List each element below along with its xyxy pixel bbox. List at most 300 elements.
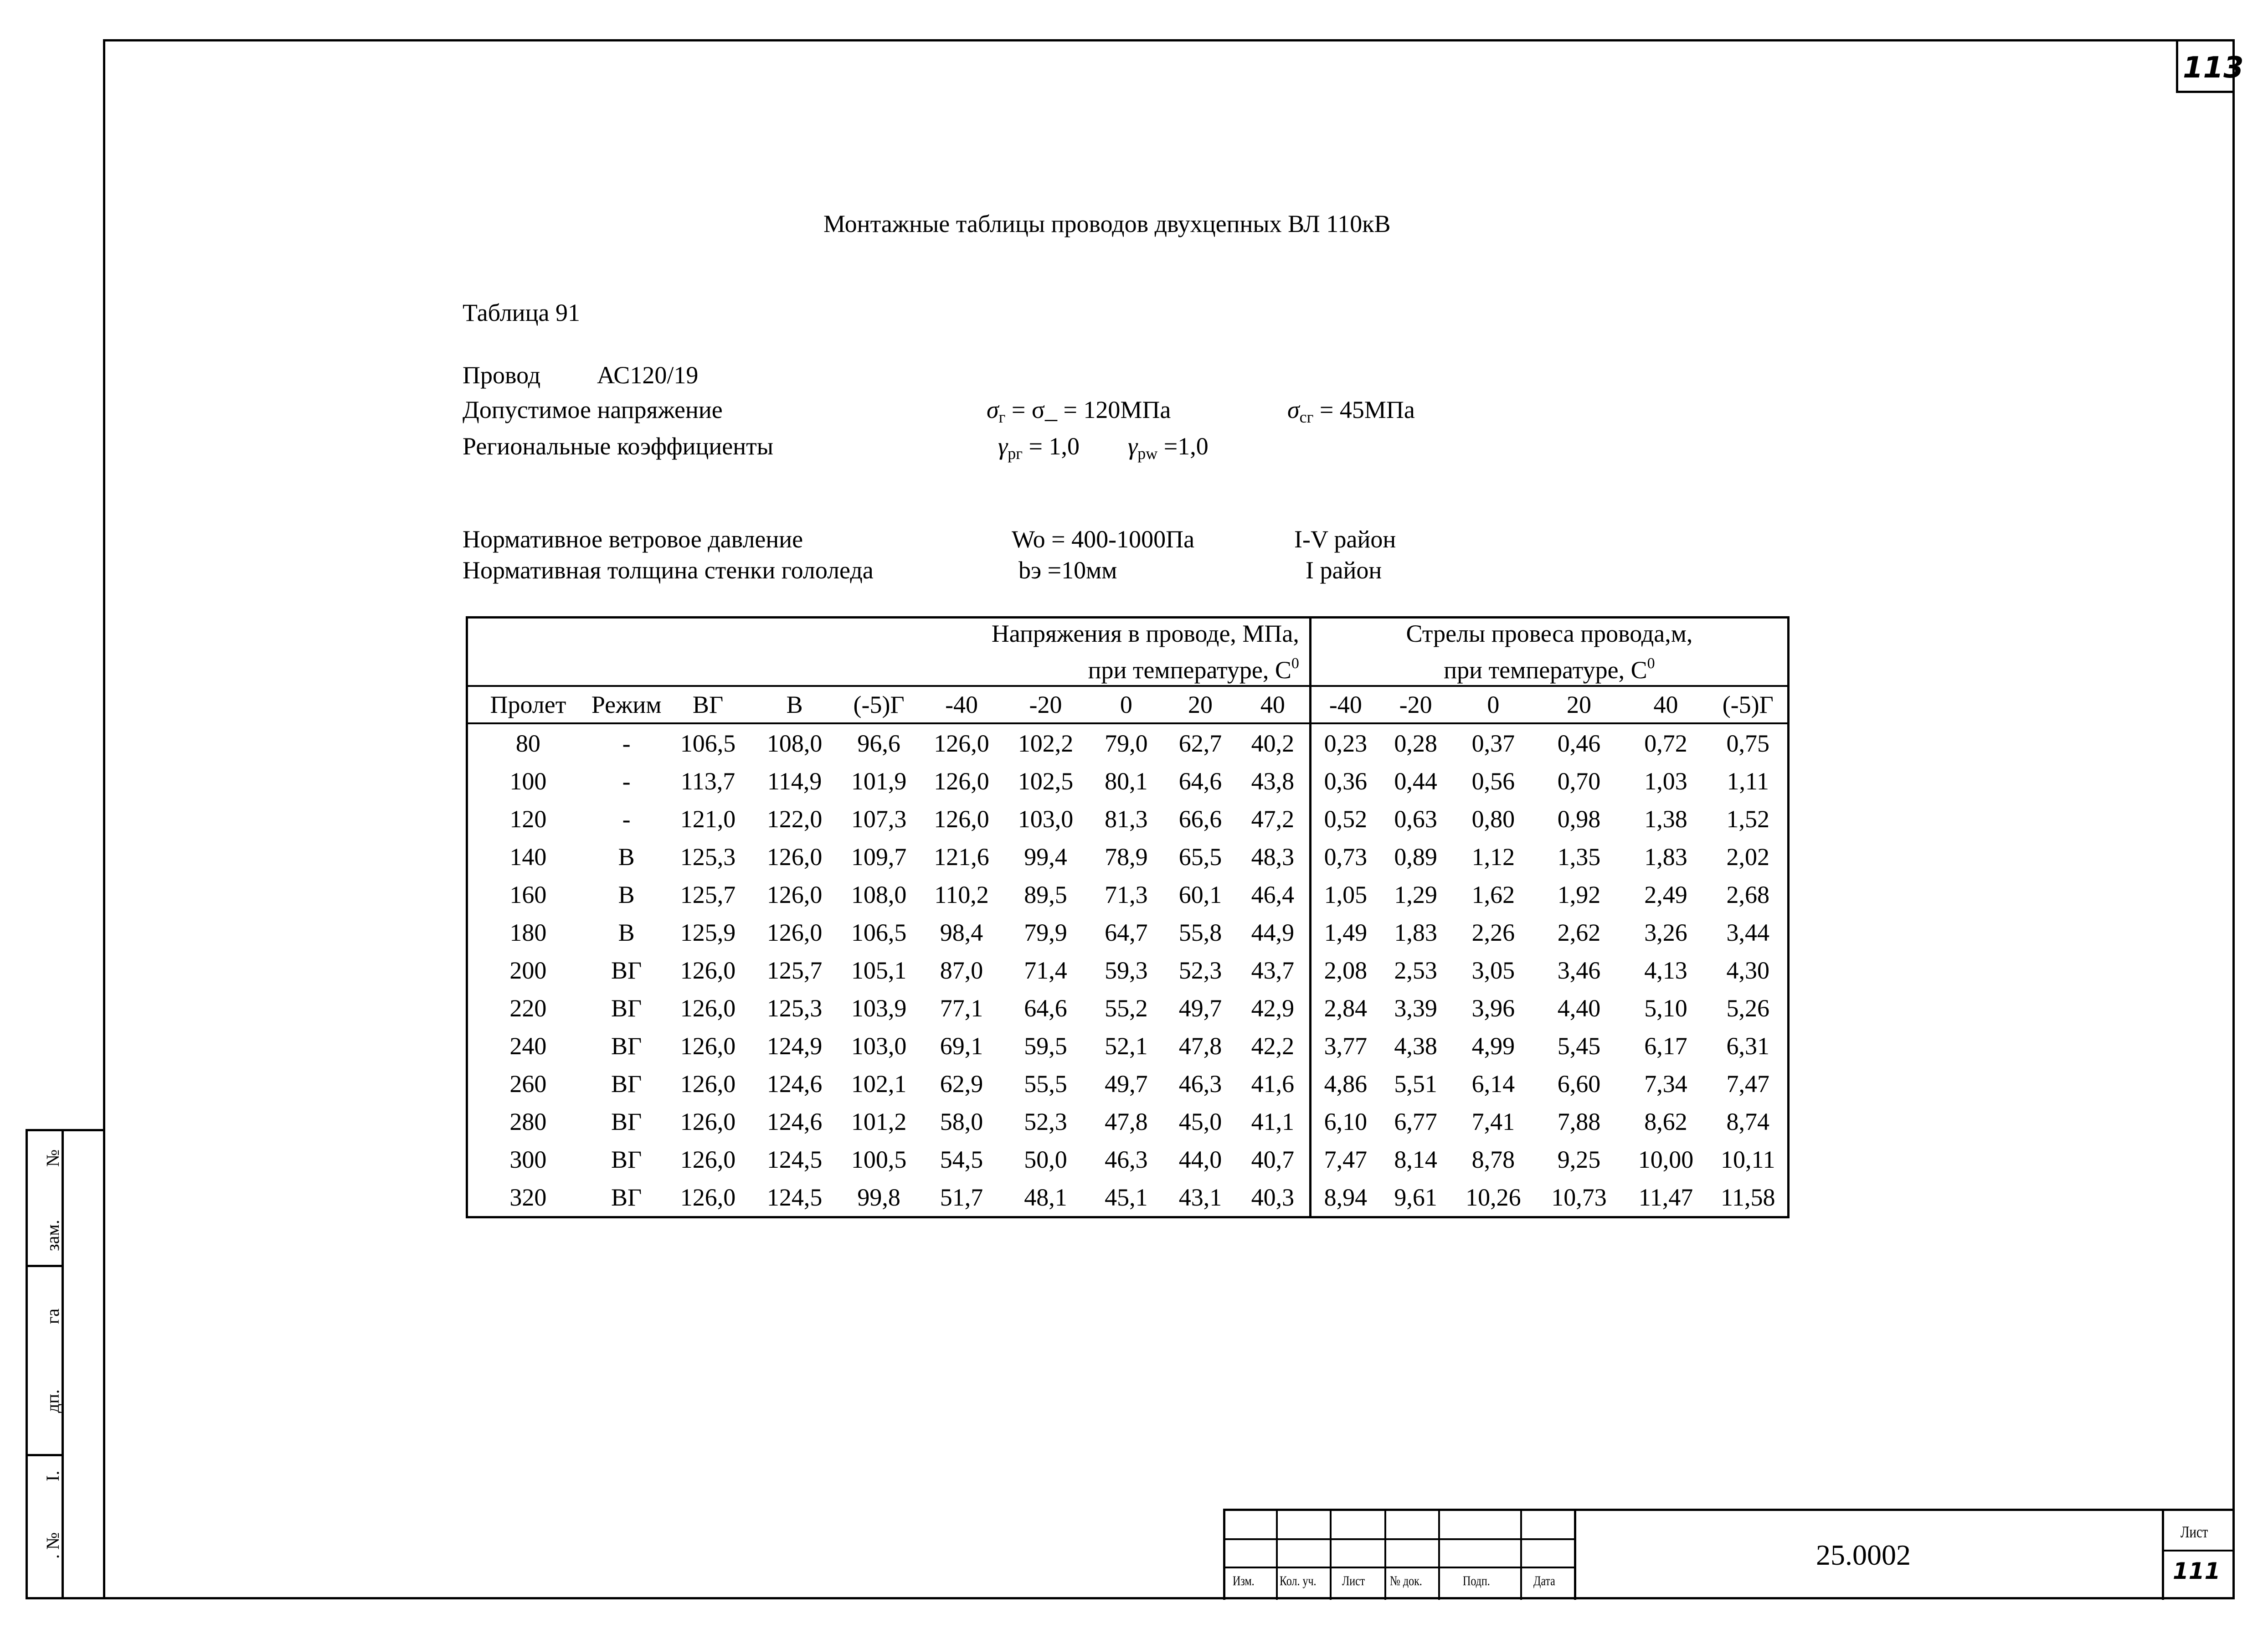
table-cell: 8,78 <box>1471 1145 1515 1173</box>
table-row <box>467 989 1789 1027</box>
table-cell: 50,0 <box>1024 1145 1067 1173</box>
table-cell: 4,30 <box>1726 956 1770 984</box>
wire-label: Провод <box>463 361 541 389</box>
table-cell: 0,28 <box>1394 729 1437 757</box>
gamma-pw-value: =1,0 <box>1163 433 1209 460</box>
column-header: Режим <box>588 686 665 723</box>
table-cell: 6,60 <box>1557 1070 1601 1098</box>
column-header: -20 <box>1380 686 1452 723</box>
table-cell: 3,77 <box>1324 1032 1368 1060</box>
table-cell: 126,0 <box>766 918 823 946</box>
table-row <box>467 913 1789 951</box>
table-cell: 4,99 <box>1471 1032 1515 1060</box>
table-cell: 125,3 <box>766 994 823 1022</box>
table-cell: 2,08 <box>1324 956 1368 984</box>
table-cell: 4,86 <box>1324 1070 1368 1098</box>
table-cell: 101,2 <box>851 1108 907 1135</box>
table-cell: 66,6 <box>1178 805 1222 833</box>
table-cell: 126,0 <box>934 805 989 833</box>
table-cell: 121,6 <box>934 843 989 871</box>
table-cell: 42,9 <box>1236 989 1311 1027</box>
table-cell: 0,89 <box>1394 843 1437 871</box>
table-cell: 8,74 <box>1726 1108 1770 1135</box>
table-cell: 49,7 <box>1178 994 1222 1022</box>
table-cell: 240 <box>509 1032 547 1060</box>
table-cell: 0,73 <box>1324 843 1368 871</box>
table-cell: 106,5 <box>680 729 736 757</box>
table-cell: 3,05 <box>1471 956 1515 984</box>
table-row <box>467 1140 1789 1178</box>
table-cell: 160 <box>509 881 547 908</box>
table-cell: 60,1 <box>1178 881 1222 908</box>
degree-superscript: 0 <box>1291 655 1299 672</box>
table-cell: 43,7 <box>1236 951 1311 989</box>
table-cell: 125,7 <box>766 956 823 984</box>
sheet-box-bottom-border <box>2176 91 2235 93</box>
table-cell: 106,5 <box>851 918 907 946</box>
wind-region: I-V район <box>1294 526 1396 553</box>
table-cell: 260 <box>509 1070 547 1098</box>
table-cell: 0,36 <box>1324 767 1368 795</box>
table-cell: 1,92 <box>1557 881 1601 908</box>
table-cell: 41,1 <box>1236 1103 1311 1140</box>
table-cell: 9,25 <box>1557 1145 1601 1173</box>
table-cell: 10,00 <box>1638 1145 1694 1173</box>
column-header: Пролет <box>467 686 588 723</box>
table-cell: 125,7 <box>680 881 736 908</box>
column-header: -40 <box>1310 686 1379 723</box>
table-cell: 125,9 <box>680 918 736 946</box>
stamp-left-border <box>1223 1509 1225 1600</box>
table-cell: 65,5 <box>1178 843 1222 871</box>
table-cell: 64,6 <box>1178 767 1222 795</box>
table-cell: 0,52 <box>1324 805 1368 833</box>
sigma-cg-symbol: σ <box>1287 396 1300 423</box>
table-cell: 7,34 <box>1644 1070 1687 1098</box>
table-number: Таблица 91 <box>463 299 580 326</box>
column-header: ВГ <box>665 686 751 723</box>
table-cell: 7,47 <box>1324 1145 1368 1173</box>
table-cell: ВГ <box>611 994 642 1022</box>
table-cell: - <box>622 767 631 795</box>
table-cell: 2,26 <box>1471 918 1515 946</box>
degree-superscript: 0 <box>1647 655 1655 672</box>
table-cell: 3,26 <box>1644 918 1687 946</box>
table-cell: 10,26 <box>1466 1183 1521 1211</box>
stamp-col-2 <box>1330 1509 1332 1600</box>
ice-region: I район <box>1306 557 1382 584</box>
strip-text-3: га <box>42 1308 63 1324</box>
stamp-col-5 <box>1520 1509 1522 1600</box>
table-cell: 55,5 <box>1024 1070 1067 1098</box>
table-cell: 87,0 <box>940 956 983 984</box>
table-cell: 52,3 <box>1178 956 1222 984</box>
table-cell: 103,0 <box>851 1032 907 1060</box>
table-cell: ВГ <box>611 1108 642 1135</box>
table-cell: 2,49 <box>1644 881 1687 908</box>
table-cell: 124,5 <box>766 1145 823 1173</box>
table-cell: 99,4 <box>1024 843 1067 871</box>
table-cell: 0,75 <box>1726 729 1770 757</box>
table-cell: 0,63 <box>1394 805 1437 833</box>
table-cell: 126,0 <box>680 956 736 984</box>
table-cell: 46,3 <box>1178 1070 1222 1098</box>
table-cell: 109,7 <box>851 843 907 871</box>
table-cell: 42,2 <box>1236 1027 1311 1065</box>
table-cell: 7,41 <box>1471 1108 1515 1135</box>
table-cell: 126,0 <box>680 1145 736 1173</box>
table-row <box>467 951 1789 989</box>
sigma-cg-value: = 45МПа <box>1319 396 1415 423</box>
table-cell: 0,23 <box>1324 729 1368 757</box>
table-row <box>467 1103 1789 1140</box>
table-cell: ВГ <box>611 1032 642 1060</box>
stamp-sheet-divider <box>2162 1550 2235 1552</box>
table-cell: 105,1 <box>851 956 907 984</box>
table-cell: 2,53 <box>1394 956 1437 984</box>
stress-group-header <box>467 618 1311 686</box>
table-cell: 44,0 <box>1178 1145 1222 1173</box>
table-cell: - <box>622 805 631 833</box>
stamp-sheet-value: 111 <box>2173 1558 2221 1584</box>
table-cell: 2,02 <box>1726 843 1770 871</box>
stamp-label-kol: Кол. уч. <box>1280 1573 1317 1588</box>
gamma-pg-value: = 1,0 <box>1029 433 1080 460</box>
table-cell: 96,6 <box>857 729 900 757</box>
column-header: -40 <box>920 686 1003 723</box>
allowed-stress-label: Допустимое напряжение <box>463 396 723 423</box>
table-cell: 71,3 <box>1105 881 1148 908</box>
table-cell: 1,35 <box>1557 843 1601 871</box>
table-cell: 102,1 <box>851 1070 907 1098</box>
table-cell: 0,37 <box>1471 729 1515 757</box>
table-cell: 10,11 <box>1721 1145 1775 1173</box>
table-cell: 126,0 <box>766 843 823 871</box>
table-cell: 8,14 <box>1394 1145 1437 1173</box>
table-cell: 55,8 <box>1178 918 1222 946</box>
table-cell: 59,3 <box>1105 956 1148 984</box>
table-row <box>467 1027 1789 1065</box>
table-cell: 79,9 <box>1024 918 1067 946</box>
table-cell: 1,83 <box>1644 843 1687 871</box>
table-row <box>467 838 1789 876</box>
stamp-col-4 <box>1438 1509 1440 1600</box>
table-cell: 1,11 <box>1727 767 1769 795</box>
table-cell: 3,46 <box>1557 956 1601 984</box>
table-cell: 0,70 <box>1557 767 1601 795</box>
table-cell: 110,2 <box>934 881 989 908</box>
table-row <box>467 1178 1789 1217</box>
gamma-symbol: γ <box>1128 433 1138 460</box>
column-header: 40 <box>1236 686 1311 723</box>
table-cell: 280 <box>509 1108 547 1135</box>
table-cell: 102,2 <box>1018 729 1074 757</box>
table-cell: 4,38 <box>1394 1032 1437 1060</box>
table-cell: 51,7 <box>940 1183 983 1211</box>
column-header: 0 <box>1451 686 1535 723</box>
wind-pressure-value: Wo = 400-1000Па <box>1012 526 1195 553</box>
table-cell: 4,40 <box>1557 994 1601 1022</box>
table-cell: 108,0 <box>766 729 823 757</box>
table-cell: 103,0 <box>1018 805 1074 833</box>
gamma-symbol: γ <box>998 433 1008 460</box>
table-cell: 1,52 <box>1726 805 1770 833</box>
table-cell: 1,38 <box>1644 805 1687 833</box>
stamp-label-doc: № док. <box>1390 1573 1422 1588</box>
table-cell: 0,46 <box>1557 729 1601 757</box>
table-cell: 126,0 <box>934 767 989 795</box>
table-cell: 126,0 <box>680 1108 736 1135</box>
stamp-label-data: Дата <box>1533 1573 1555 1588</box>
stamp-label-list: Лист <box>1342 1573 1365 1588</box>
strip-text-4: дп. <box>42 1389 63 1413</box>
installation-table <box>466 616 1790 1218</box>
column-header: 40 <box>1623 686 1709 723</box>
stamp-sheet-col <box>2162 1509 2164 1600</box>
table-cell: 126,0 <box>680 1070 736 1098</box>
table-cell: 40,2 <box>1236 723 1311 762</box>
stamp-col-6 <box>1574 1509 1576 1600</box>
table-cell: 6,10 <box>1324 1108 1368 1135</box>
gamma-pg-formula <box>998 432 1080 463</box>
table-cell: 64,7 <box>1105 918 1148 946</box>
table-cell: 48,1 <box>1024 1183 1067 1211</box>
table-cell: 101,9 <box>851 767 907 795</box>
table-cell: 99,8 <box>857 1183 900 1211</box>
stamp-top-border <box>1223 1509 2235 1511</box>
stamp-col-1 <box>1276 1509 1278 1600</box>
strip-divider-1 <box>26 1265 64 1267</box>
column-header: (-5)Г <box>1709 686 1789 723</box>
table-cell: 220 <box>509 994 547 1022</box>
table-cell: 52,1 <box>1105 1032 1148 1060</box>
strip-left-border <box>26 1129 28 1599</box>
table-cell: 4,13 <box>1644 956 1687 984</box>
table-cell: 113,7 <box>680 767 735 795</box>
table-cell: 62,7 <box>1178 729 1222 757</box>
table-cell: 5,26 <box>1726 994 1770 1022</box>
gamma-pw-formula <box>1128 432 1209 463</box>
table-cell: 122,0 <box>766 805 823 833</box>
table-cell: 2,84 <box>1324 994 1368 1022</box>
stamp-label-izm: Изм. <box>1233 1573 1255 1588</box>
table-cell: 108,0 <box>851 881 907 908</box>
table-cell: 0,80 <box>1471 805 1515 833</box>
table-cell: 47,8 <box>1105 1108 1148 1135</box>
table-row <box>467 800 1789 838</box>
table-cell: 11,47 <box>1638 1183 1693 1211</box>
table-cell: 100,5 <box>851 1145 907 1173</box>
table-row <box>467 723 1789 762</box>
table-cell: 6,31 <box>1726 1032 1770 1060</box>
table-cell: 46,3 <box>1105 1145 1148 1173</box>
table-cell: 41,6 <box>1236 1065 1311 1103</box>
table-cell: ВГ <box>611 956 642 984</box>
table-cell: 3,96 <box>1471 994 1515 1022</box>
table-group-header-row <box>467 618 1789 686</box>
table-cell: 0,72 <box>1644 729 1687 757</box>
gamma-pw-sub: pw <box>1137 444 1158 463</box>
table-cell: 126,0 <box>680 994 736 1022</box>
table-cell: 52,3 <box>1024 1108 1067 1135</box>
column-header: 0 <box>1088 686 1165 723</box>
wind-pressure-label: Нормативное ветровое давление <box>463 526 803 553</box>
table-cell: 5,45 <box>1557 1032 1601 1060</box>
table-cell: ВГ <box>611 1070 642 1098</box>
strip-top-border <box>26 1129 105 1131</box>
table-cell: 43,1 <box>1178 1183 1222 1211</box>
table-cell: 6,77 <box>1394 1108 1437 1135</box>
stress-group-line1: Напряжения в проводе, МПа, <box>991 620 1299 647</box>
table-cell: 1,05 <box>1324 881 1368 908</box>
sheet-number-handwritten: 113 <box>2183 51 2244 85</box>
table-cell: 40,3 <box>1236 1178 1311 1217</box>
sag-group-line2: при температуре, С <box>1444 656 1647 684</box>
table-cell: 80,1 <box>1105 767 1148 795</box>
table-cell: 1,12 <box>1471 843 1515 871</box>
table-cell: 47,8 <box>1178 1032 1222 1060</box>
table-cell: 44,9 <box>1236 913 1311 951</box>
table-cell: 11,58 <box>1721 1183 1775 1211</box>
sheet-box-left-border <box>2176 39 2178 93</box>
table-cell: 0,56 <box>1471 767 1515 795</box>
table-cell: 1,62 <box>1471 881 1515 908</box>
table-cell: 62,9 <box>940 1070 983 1098</box>
table-cell: 64,6 <box>1024 994 1067 1022</box>
sigma-cg-formula <box>1287 396 1415 427</box>
table-row <box>467 762 1789 800</box>
table-cell: 114,9 <box>767 767 822 795</box>
strip-text-1: № <box>42 1149 63 1167</box>
table-cell: 81,3 <box>1105 805 1148 833</box>
table-cell: 124,6 <box>766 1108 823 1135</box>
table-cell: ВГ <box>611 1145 642 1173</box>
sigma-g-sub: г <box>998 408 1006 426</box>
table-cell: 69,1 <box>940 1032 983 1060</box>
table-cell: В <box>618 918 635 946</box>
column-header: 20 <box>1164 686 1236 723</box>
table-cell: ВГ <box>611 1183 642 1211</box>
table-column-header-row <box>467 686 1789 723</box>
table-cell: 2,62 <box>1557 918 1601 946</box>
table-cell: 107,3 <box>851 805 907 833</box>
wire-value: АС120/19 <box>597 361 699 389</box>
table-cell: В <box>618 881 635 908</box>
table-cell: 1,29 <box>1394 881 1437 908</box>
table-cell: 3,39 <box>1394 994 1437 1022</box>
table-cell: 320 <box>509 1183 547 1211</box>
table-cell: 6,17 <box>1644 1032 1687 1060</box>
table-cell: 8,62 <box>1644 1108 1687 1135</box>
ice-thickness-label: Нормативная толщина стенки гололеда <box>463 557 874 584</box>
gamma-pg-sub: рг <box>1008 444 1023 463</box>
table-cell: 6,14 <box>1471 1070 1515 1098</box>
table-cell: 124,6 <box>766 1070 823 1098</box>
table-cell: 46,4 <box>1236 876 1311 913</box>
strip-mid-border <box>62 1129 64 1599</box>
table-cell: 0,98 <box>1557 805 1601 833</box>
table-cell: 98,4 <box>940 918 983 946</box>
table-cell: 47,2 <box>1236 800 1311 838</box>
table-row <box>467 1065 1789 1103</box>
table-cell: 59,5 <box>1024 1032 1067 1060</box>
sag-group-header <box>1310 618 1788 686</box>
table-row <box>467 876 1789 913</box>
table-cell: 103,9 <box>851 994 907 1022</box>
table-cell: 140 <box>509 843 547 871</box>
table-cell: 100 <box>509 767 547 795</box>
table-cell: 89,5 <box>1024 881 1067 908</box>
table-cell: 2,68 <box>1726 881 1770 908</box>
table-cell: 200 <box>509 956 547 984</box>
table-cell: 8,94 <box>1324 1183 1368 1211</box>
strip-bottom-border <box>26 1597 105 1599</box>
column-header: (-5)Г <box>838 686 920 723</box>
sigma-eq-value: = σ_ = 120МПа <box>1011 396 1171 423</box>
table-cell: 1,03 <box>1644 767 1687 795</box>
table-cell: 5,51 <box>1394 1070 1437 1098</box>
table-cell: 45,0 <box>1178 1108 1222 1135</box>
table-cell: 126,0 <box>934 729 989 757</box>
stress-group-line2: при температуре, С <box>1088 656 1291 684</box>
table-cell: 7,88 <box>1557 1108 1601 1135</box>
table-cell: 120 <box>509 805 547 833</box>
table-cell: 126,0 <box>766 881 823 908</box>
table-cell: 180 <box>509 918 547 946</box>
column-header: В <box>751 686 838 723</box>
table-cell: 126,0 <box>680 1032 736 1060</box>
table-cell: 71,4 <box>1024 956 1067 984</box>
stamp-sheet-label: Лист <box>2181 1523 2208 1541</box>
sigma-symbol: σ <box>987 396 999 423</box>
strip-text-6: . № <box>42 1532 63 1559</box>
column-header: 20 <box>1535 686 1623 723</box>
table-cell: 55,2 <box>1105 994 1148 1022</box>
sigma-cg-sub: сг <box>1299 408 1314 426</box>
table-cell: 3,44 <box>1726 918 1770 946</box>
table-cell: - <box>622 729 631 757</box>
table-cell: 9,61 <box>1394 1183 1437 1211</box>
table-cell: 126,0 <box>680 1183 736 1211</box>
stamp-label-podp: Подп. <box>1463 1573 1490 1588</box>
table-cell: 49,7 <box>1105 1070 1148 1098</box>
table-cell: 54,5 <box>940 1145 983 1173</box>
table-cell: 7,47 <box>1726 1070 1770 1098</box>
table-cell: 124,5 <box>766 1183 823 1211</box>
sigma-g-formula <box>987 396 1171 427</box>
table-cell: 102,5 <box>1018 767 1074 795</box>
sag-group-line1: Стрелы провеса провода,м, <box>1406 620 1693 647</box>
table-cell: 1,83 <box>1394 918 1437 946</box>
table-cell: 124,9 <box>766 1032 823 1060</box>
strip-divider-2 <box>26 1454 64 1456</box>
table-cell: 300 <box>509 1145 547 1173</box>
strip-text-5: I. <box>42 1470 63 1481</box>
table-cell: 45,1 <box>1105 1183 1148 1211</box>
table-cell: 43,8 <box>1236 762 1311 800</box>
table-cell: 0,44 <box>1394 767 1437 795</box>
page-title: Монтажные таблицы проводов двухцепных ВЛ 110кВ <box>823 210 1391 237</box>
table-cell: 121,0 <box>680 805 736 833</box>
table-cell: 78,9 <box>1105 843 1148 871</box>
strip-text-2: зам. <box>42 1220 63 1251</box>
document-code: 25.0002 <box>1816 1539 1911 1571</box>
column-header: -20 <box>1003 686 1088 723</box>
table-cell: 58,0 <box>940 1108 983 1135</box>
table-cell: 80 <box>515 729 540 757</box>
table-cell: 5,10 <box>1644 994 1687 1022</box>
table-cell: 77,1 <box>940 994 983 1022</box>
